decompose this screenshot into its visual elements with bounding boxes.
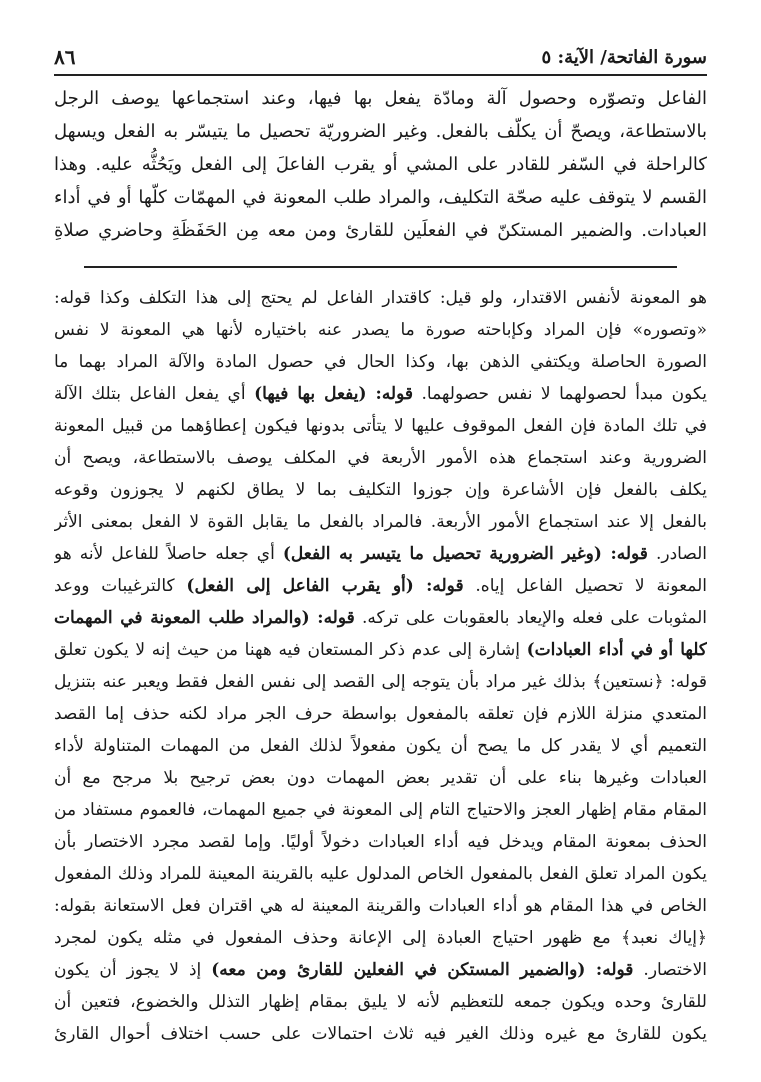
commentary-line bbox=[54, 346, 707, 378]
commentary-line bbox=[54, 986, 707, 1018]
surah-title: سورة الفاتحة/ الآية: ٥ bbox=[541, 46, 707, 68]
commentary-text: قوله: ﴿نستعين﴾ بذلك غير مراد بأن يتوجه إلى القصد إلى نفس الفعل فقط ويعبر عنه بتنزيل bbox=[54, 672, 707, 692]
commentary-line bbox=[54, 538, 707, 570]
commentary-line bbox=[54, 474, 707, 506]
main-text-line: الفاعل وتصوّره وحصول آلة ومادّة يفعل بها فيها، وعند استجماعها يوصف الرجل bbox=[54, 88, 707, 109]
commentary-text: الضرورية وعند استجماع هذه الأمور الأربعة في المكلف يوصف بالاستطاعة، ويصح أن bbox=[54, 448, 707, 468]
commentary-text: يكون للقارئ مع غيره وذلك الغير فيه ثلاث احتمالات على حسب اختلاف أحوال القارئ bbox=[54, 1024, 707, 1044]
main-text-line: القسم لا يتوقف عليه صحّة التكليف، والمراد طلب المعونة في المهمّات كلّها أو في أداء bbox=[54, 187, 707, 208]
commentary-line bbox=[54, 634, 707, 666]
quoted-phrase: قوله: (والمراد طلب المعونة في المهمات bbox=[54, 608, 355, 628]
commentary-text: يكون المراد تعلق الفعل بالمفعول الخاص المدلول عليه بالقرينة المعينة للمراد وذلك المفعول bbox=[54, 864, 707, 884]
commentary bbox=[54, 282, 707, 1050]
quoted-phrase: قوله: (أو يقرب الفاعل إلى الفعل) bbox=[186, 576, 464, 596]
commentary-line bbox=[54, 506, 707, 538]
commentary-text: الاختصار. bbox=[643, 960, 707, 980]
main-text-line: العبادات. والضمير المستكنّ في الفعلَين للقارئ ومن معه مِن الحَفَظَةِ وحاضري صلاةِ bbox=[54, 220, 707, 241]
commentary-text: العبادات وغيرها بناء على أن تقدير بعض المهمات دون بعض ترجيح بلا مرجح مع أن bbox=[54, 768, 707, 788]
commentary-line bbox=[54, 858, 707, 890]
commentary-line bbox=[54, 1018, 707, 1050]
commentary-line bbox=[54, 602, 707, 634]
commentary-text: الخاص في هذا المقام هو أداء العبادات والقرينة المعينة له هي اقتران فعل الاستعانة بقوله: bbox=[54, 896, 707, 916]
commentary-text: إشارة إلى عدم ذكر المستعان فيه ههنا من حيث إنه لا يكون تعلق bbox=[54, 640, 520, 660]
commentary-text: بالفعل إلا عند استجماع الأمور الأربعة. فالمراد بالفعل ما يقابل القوة لا الفعل بمعنى الأثر bbox=[54, 512, 707, 532]
header-divider bbox=[54, 74, 707, 76]
commentary-text: يكلف بالفعل فإن الأشاعرة وإن جوزوا التكليف بما لا يطاق لكنهم لا يجوزون وقوعه bbox=[54, 480, 707, 500]
commentary-line bbox=[54, 698, 707, 730]
commentary-line bbox=[54, 762, 707, 794]
commentary-line bbox=[54, 890, 707, 922]
commentary-text: الصورة الحاصلة ويكتفي الذهن بها، وكذا الحال في حصول المادة والآلة المراد بهما ما bbox=[54, 352, 707, 372]
commentary-text: المثوبات على فعله والإيعاد بالعقوبات على تركه. bbox=[361, 608, 707, 628]
commentary-line bbox=[54, 794, 707, 826]
section-divider bbox=[84, 266, 677, 268]
commentary-line bbox=[54, 442, 707, 474]
commentary-line bbox=[54, 378, 707, 410]
main-text-line: كالراحلة في السّفر للقادر على المشي أو يقرب الفاعلَ إلى الفعل ويَحُثُّه عليه. وهذا bbox=[54, 154, 707, 175]
main-text-line: بالاستطاعة، ويصحّ أن يكلّف بالفعل. وغير الضروريّة تحصيل ما يتيسّر به الفعل ويسهل bbox=[54, 121, 707, 142]
commentary-text: المقام مقام إظهار العجز والاحتياج التام إلى المعونة في جميع المهمات، فالعموم مستفاد من bbox=[54, 800, 707, 820]
main-text bbox=[54, 82, 707, 247]
commentary-text: الصادر. bbox=[655, 544, 707, 564]
commentary-line bbox=[54, 730, 707, 762]
commentary-text: الحذف بمعونة المقام ويدخل فيه أداء العبادات دخولاً أوليًا. وإما لقصد مجرد الاختصار بأن bbox=[54, 832, 707, 852]
commentary-text: يكون مبدأ لحصولهما لا نفس حصولهما. bbox=[421, 384, 707, 404]
commentary-text: هو المعونة لأنفس الاقتدار، ولو قيل: كاقتدار الفاعل لم يحتج إلى هذا التكلف وكذا قوله: bbox=[54, 288, 707, 308]
commentary-text: المعونة لا تحصيل الفاعل إياه. bbox=[475, 576, 707, 596]
commentary-line bbox=[54, 282, 707, 314]
commentary-line bbox=[54, 410, 707, 442]
commentary-text: «وتصوره» فإن المراد وكإباحته صورة ما يصدر عنه باختياره لأنها هي المعونة لا نفس bbox=[54, 320, 707, 340]
page-number: ٨٦ bbox=[54, 45, 76, 69]
commentary-text: في تلك المادة فإن الفعل الموقوف عليها لا يتأتى بدونها فيكون إعطاؤهما من قبيل المعونة bbox=[54, 416, 707, 436]
quoted-phrase: قوله: (يفعل بها فيها) bbox=[254, 384, 414, 404]
commentary-text: إذ لا يجوز أن يكون bbox=[54, 960, 202, 980]
commentary-text: المتعدي منزلة اللازم فإن تعلقه بالمفعول بواسطة حرف الجر مراد لكنه حذف إما القصد bbox=[54, 704, 707, 724]
commentary-text: أي جعله حاصلاً للفاعل لأنه هو bbox=[54, 544, 275, 564]
commentary-text: التعميم أي لا يقدر كل ما يصح أن يكون مفعولاً لذلك الفعل من المهمات المتناولة لأداء bbox=[54, 736, 707, 756]
quoted-phrase: كلها أو في أداء العبادات) bbox=[526, 640, 707, 660]
commentary-text: أي يفعل الفاعل بتلك الآلة bbox=[54, 384, 246, 404]
commentary-text: ﴿إياك نعبد﴾ مع ظهور احتياج العبادة إلى الإعانة وحذف المفعول في مثله يكون لمجرد bbox=[54, 928, 707, 948]
commentary-text: للقارئ وحده ويكون جمعه للتعظيم لأنه لا يليق بمقام إظهار التذلل والخضوع، فتعين أن bbox=[54, 992, 707, 1012]
quoted-phrase: قوله: (والضمير المستكن في الفعلين للقارئ ومن معه) bbox=[211, 960, 634, 980]
commentary-text: كالترغيبات ووعد bbox=[54, 576, 175, 596]
commentary-line bbox=[54, 314, 707, 346]
commentary-line bbox=[54, 666, 707, 698]
commentary-line bbox=[54, 826, 707, 858]
commentary-line bbox=[54, 570, 707, 602]
commentary-line bbox=[54, 922, 707, 954]
commentary-line bbox=[54, 954, 707, 986]
quoted-phrase: قوله: (وغير الضرورية تحصيل ما يتيسر به الفعل) bbox=[282, 544, 648, 564]
running-head bbox=[54, 42, 707, 72]
